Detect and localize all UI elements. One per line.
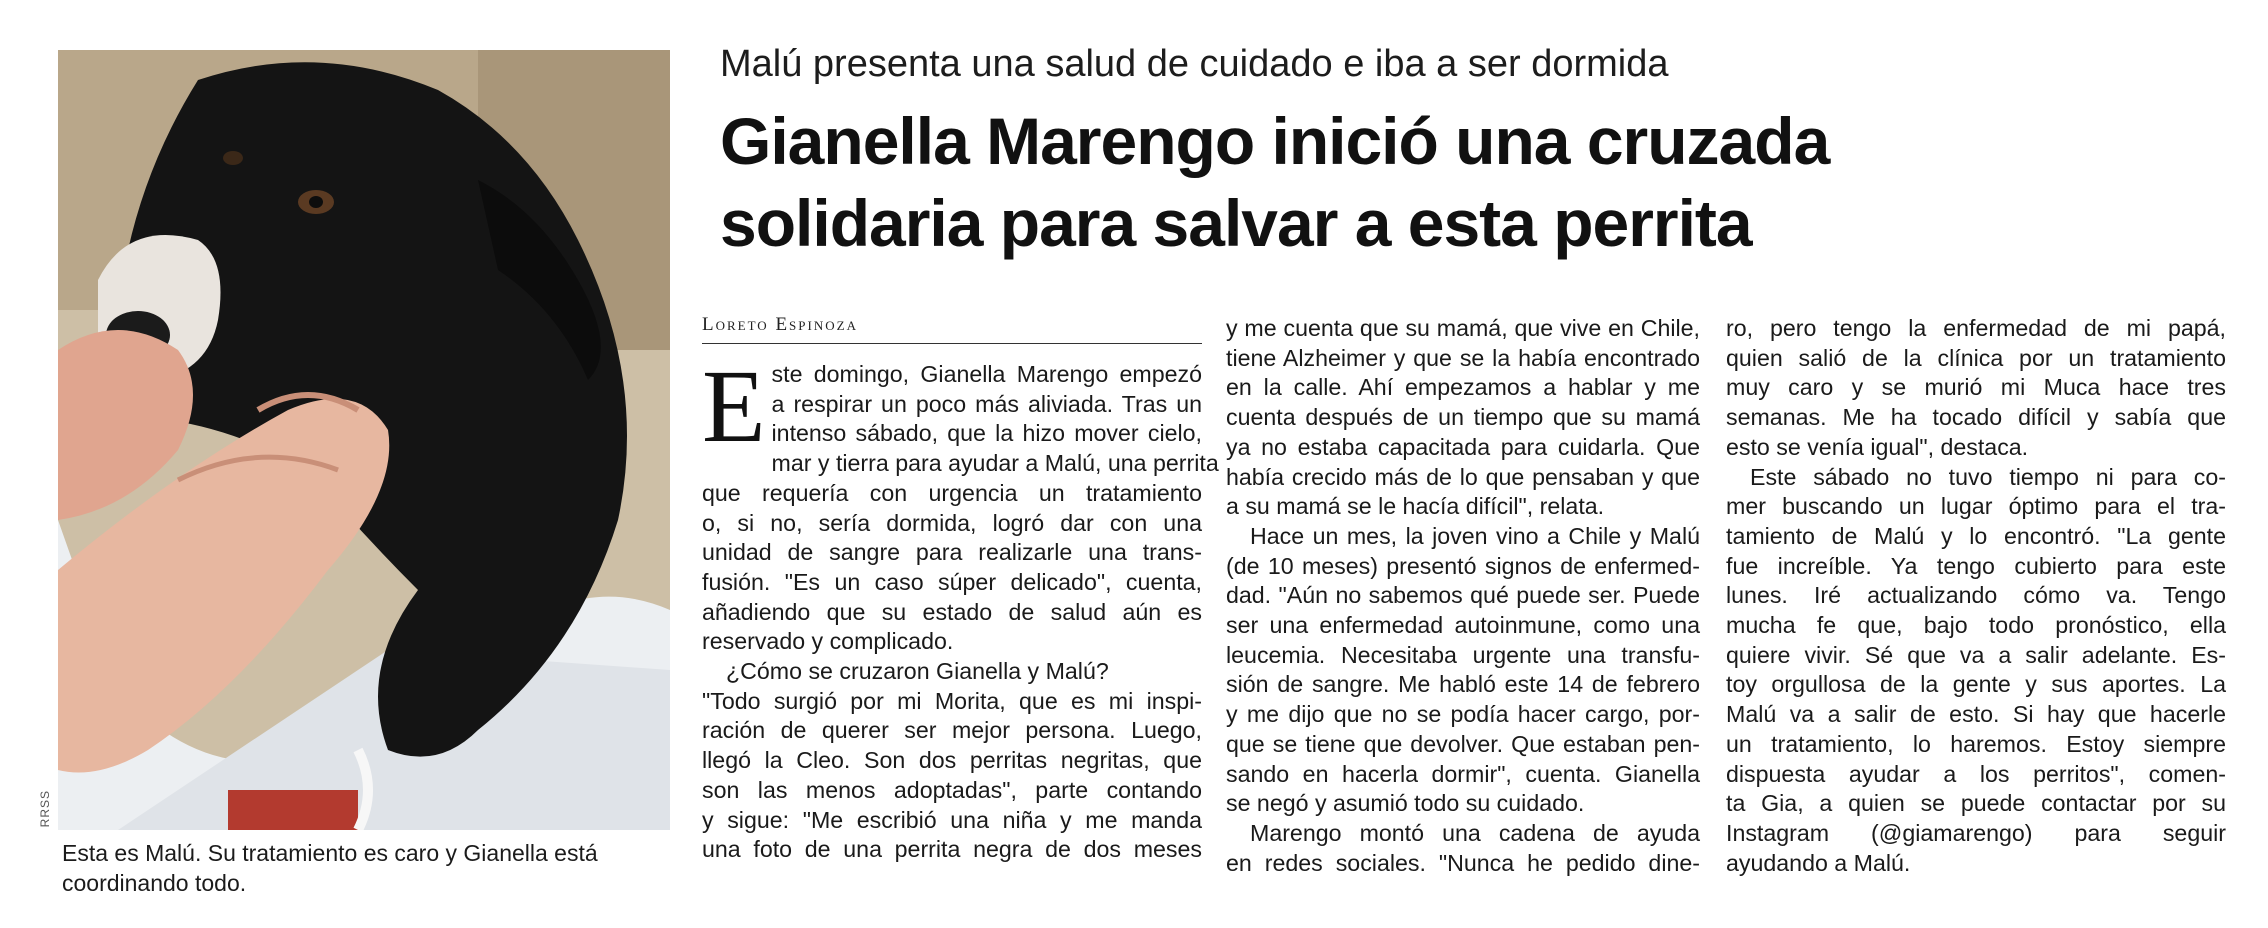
text-line: mucha fe que, bajo todo pronóstico, ella <box>1726 612 2226 639</box>
text-line: "Todo surgió por mi Morita, que es mi inspi- <box>702 687 1202 714</box>
text-line: ro, pero tengo la enfermedad de mi papá, <box>1726 315 2226 341</box>
text-line: Hace un mes, la joven vino a Chile y Malú <box>1250 522 1700 549</box>
text-line: toy orgullosa de la gente y sus aportes. La <box>1726 671 2226 698</box>
text-line: y me dijo que no se podía hacer cargo, por- <box>1226 701 1700 728</box>
text-line: (de 10 meses) presentó signos de enfermed- <box>1226 552 1700 579</box>
article-column-2 <box>1226 314 1700 878</box>
text-line: o, si no, sería dormida, logró dar con una <box>702 509 1202 536</box>
text-line: ta Gia, a quien se puede contactar por su <box>1726 790 2226 817</box>
text-line: sión de sangre. Me habló este 14 de febrero <box>1226 671 1700 698</box>
text-line: tamiento de Malú y lo encontró. "La gente <box>1726 522 2226 549</box>
byline-divider <box>702 343 1202 344</box>
text-line: una foto de una perrita negra de dos meses <box>702 836 1202 863</box>
text-line: ser una enfermedad autoinmune, como una <box>1226 612 1700 639</box>
text-line: y sigue: "Me escribió una niña y me manda <box>702 806 1202 833</box>
text-line: ayudando a Malú. <box>1726 849 1911 876</box>
text-line: que se tiene que devolver. Que estaban pen- <box>1226 730 1700 757</box>
text-line: en la calle. Ahí empezamos a hablar y me <box>1226 374 1700 401</box>
drop-cap: E <box>702 349 766 464</box>
text-line: que requería con urgencia un tratamiento <box>702 479 1202 506</box>
text-line: Marengo montó una cadena de ayuda <box>1250 819 1700 846</box>
text-line: en redes sociales. "Nunca he pedido dine- <box>1226 849 1700 876</box>
text-line: muy caro y se murió mi Muca hace tres <box>1726 374 2226 401</box>
text-line: Malú va a salir de esto. Si hay que hacerle <box>1726 701 2226 728</box>
text-line: ste domingo, Gianella Marengo empezó <box>771 361 1202 387</box>
article-column-3 <box>1726 314 2226 878</box>
text-line: un tratamiento, lo haremos. Estoy siempre <box>1726 730 2226 757</box>
text-line: a su mamá se le hacía difícil", relata. <box>1226 493 1605 520</box>
text-line: llegó la Cleo. Son dos perritas negritas, que <box>702 747 1202 774</box>
text-line: esto se venía igual", destaca. <box>1726 433 2029 460</box>
text-line: mer buscando un lugar óptimo para el tra- <box>1726 493 2226 520</box>
article-column-1 <box>702 349 1219 865</box>
text-line: fue increíble. Ya tengo cubierto para este <box>1726 552 2226 579</box>
photo-credit: RRSS <box>38 790 52 828</box>
text-line: había crecido más de lo que pensaban y que <box>1226 463 1700 490</box>
text-line: ya no estaba capacitada para cuidarla. Que <box>1226 433 1700 460</box>
author-byline: Loreto Espinoza <box>702 314 858 335</box>
text-line: cuenta después de un tiempo que su mamá <box>1226 404 1700 431</box>
text-line: se negó y asumió todo su cuidado. <box>1226 790 1585 817</box>
article-headline <box>720 100 2240 264</box>
text-line: mar y tierra para ayudar a Malú, una perrita <box>771 450 1219 477</box>
text-line: dad. "Aún no sabemos qué puede ser. Puede <box>1226 582 1700 609</box>
text-line: unidad de sangre para realizarle una trans- <box>702 539 1202 566</box>
headline-line: solidaria para salvar a esta perrita <box>720 186 1752 260</box>
article-photo <box>58 50 670 830</box>
text-line: Instagram (@giamarengo) para seguir <box>1726 819 2226 846</box>
text-line: ración de querer ser mejor persona. Luego, <box>702 717 1202 744</box>
text-line: Este sábado no tuvo tiempo ni para co- <box>1750 463 2226 490</box>
dog-photo-illustration <box>58 50 670 830</box>
text-line: quien salió de la clínica por un tratamiento <box>1726 344 2226 371</box>
text-line: reservado y complicado. <box>702 628 954 655</box>
text-line: semanas. Me ha tocado difícil y sabía que <box>1726 404 2226 431</box>
text-line: ¿Cómo se cruzaron Gianella y Malú? <box>726 658 1109 685</box>
text-line: añadiendo que su estado de salud aún es <box>702 598 1202 625</box>
text-line: sando en hacerla dormir", cuenta. Gianella <box>1226 760 1700 787</box>
text-line: intenso sábado, que la hizo mover cielo, <box>771 420 1202 447</box>
text-line: son las menos adoptadas", parte contando <box>702 776 1202 803</box>
photo-caption: Esta es Malú. Su tratamiento es caro y Gianella está coordinando todo. <box>62 840 598 896</box>
headline-line: Gianella Marengo inició una cruzada <box>720 104 1830 178</box>
article-kicker: Malú presenta una salud de cuidado e iba a ser dormida <box>720 43 1669 85</box>
text-line: quiere vivir. Sé que va a salir adelante. Es- <box>1726 641 2226 668</box>
text-line: y me cuenta que su mamá, que vive en Chile, <box>1226 315 1700 341</box>
text-line: tiene Alzheimer y que se la había encontrado <box>1226 344 1700 371</box>
text-line: a respirar un poco más aliviada. Tras un <box>771 390 1202 417</box>
text-line: leucemia. Necesitaba urgente una transfu- <box>1226 641 1700 668</box>
text-line: lunes. Iré actualizando cómo va. Tengo <box>1726 582 2226 609</box>
text-line: dispuesta ayudar a los perritos", comen- <box>1726 760 2226 787</box>
text-line: fusión. "Es un caso súper delicado", cuenta, <box>702 568 1202 595</box>
